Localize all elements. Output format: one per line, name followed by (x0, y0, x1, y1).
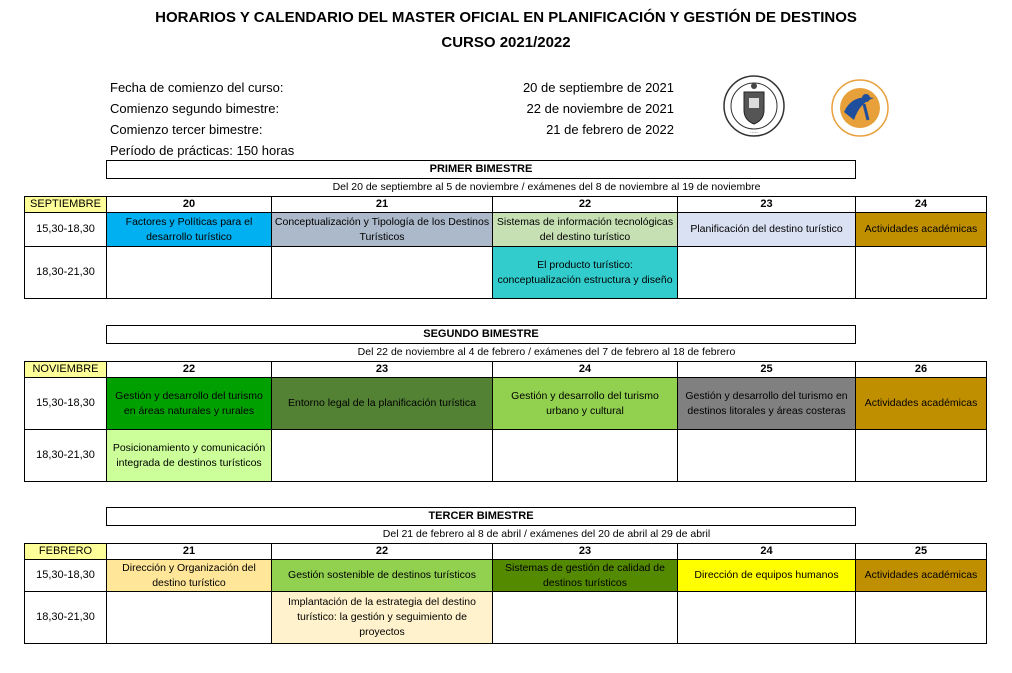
empty-cell (272, 247, 493, 299)
schedule-row (25, 247, 987, 299)
bimester-title: PRIMER BIMESTRE (107, 161, 856, 179)
course-cell: Sistemas de gestión de calidad de destinos turísticos (493, 560, 678, 592)
spacer (856, 326, 987, 344)
start-label: Fecha de comienzo del curso: (110, 80, 284, 95)
bimester-table-3 (24, 507, 987, 644)
course-cell: Actividades académicas (856, 213, 987, 247)
spacer (25, 161, 107, 179)
day-header: 24 (493, 362, 678, 378)
schedule-row (25, 378, 987, 430)
spacer (856, 161, 987, 179)
bimester-title: TERCER BIMESTRE (107, 508, 856, 526)
spacer (25, 344, 107, 362)
spacer (25, 526, 107, 544)
schedule-row (25, 592, 987, 644)
schedule-row (25, 560, 987, 592)
empty-cell (107, 247, 272, 299)
course-cell: Conceptualización y Tipología de los Destinos Turísticos (272, 213, 493, 247)
course-cell: Dirección de equipos humanos (678, 560, 856, 592)
course-cell: Entorno legal de la planificación turística (272, 378, 493, 430)
empty-cell (107, 592, 272, 644)
second-value: 22 de noviembre de 2021 (526, 101, 674, 116)
third-value: 21 de febrero de 2022 (546, 122, 674, 137)
month-label: FEBRERO (25, 544, 107, 560)
day-header: 21 (272, 197, 493, 213)
empty-cell (856, 592, 987, 644)
time-slot: 18,30-21,30 (25, 592, 107, 644)
faculty-logo-icon (830, 78, 890, 138)
empty-cell (856, 247, 987, 299)
day-header: 20 (107, 197, 272, 213)
spacer (856, 508, 987, 526)
spacer (25, 326, 107, 344)
course-cell: Implantación de la estrategia del destino turístico: la gestión y seguimiento de proyectos (272, 592, 493, 644)
spacer (25, 508, 107, 526)
course-cell: Gestión y desarrollo del turismo en áreas naturales y rurales (107, 378, 272, 430)
month-label: SEPTIEMBRE (25, 197, 107, 213)
day-header: 26 (856, 362, 987, 378)
course-cell: Factores y Políticas para el desarrollo turístico (107, 213, 272, 247)
bimester-table-1 (24, 160, 987, 299)
course-cell: Actividades académicas (856, 378, 987, 430)
spacer (25, 179, 107, 197)
bimester-dates: Del 20 de septiembre al 5 de noviembre / exámenes del 8 de noviembre al 19 de noviembre (332, 181, 761, 193)
course-year: CURSO 2021/2022 (441, 34, 571, 51)
course-cell: Gestión y desarrollo del turismo urbano y cultural (493, 378, 678, 430)
practice-label: Período de prácticas: 150 horas (110, 143, 295, 158)
empty-cell (856, 430, 987, 482)
time-slot: 15,30-18,30 (25, 213, 107, 247)
bimester-title: SEGUNDO BIMESTRE (107, 326, 856, 344)
day-header: 23 (678, 197, 856, 213)
time-slot: 15,30-18,30 (25, 378, 107, 430)
svg-text:·····: ····· (750, 130, 758, 136)
day-header: 23 (493, 544, 678, 560)
empty-cell (678, 430, 856, 482)
month-label: NOVIEMBRE (25, 362, 107, 378)
day-header: 22 (107, 362, 272, 378)
third-label: Comienzo tercer bimestre: (110, 122, 263, 137)
bimester-table-2 (24, 325, 987, 482)
empty-cell (678, 592, 856, 644)
page-title: HORARIOS Y CALENDARIO DEL MASTER OFICIAL EN PLANIFICACIÓN Y GESTIÓN DE DESTINOS (155, 9, 857, 26)
empty-cell (493, 592, 678, 644)
day-header: 22 (272, 544, 493, 560)
empty-cell (272, 430, 493, 482)
day-header: 22 (493, 197, 678, 213)
bimester-dates: Del 22 de noviembre al 4 de febrero / exámenes del 7 de febrero al 18 de febrero (357, 346, 736, 358)
course-cell: El producto turístico: conceptualización estructura y diseño (493, 247, 678, 299)
empty-cell (678, 247, 856, 299)
start-value: 20 de septiembre de 2021 (522, 80, 674, 95)
schedule-row (25, 213, 987, 247)
course-cell: Planificación del destino turístico (678, 213, 856, 247)
schedule-row (25, 430, 987, 482)
time-slot: 18,30-21,30 (25, 430, 107, 482)
day-header: 23 (272, 362, 493, 378)
day-header: 24 (856, 197, 987, 213)
course-cell: Posicionamiento y comunicación integrada de destinos turísticos (107, 430, 272, 482)
course-cell: Sistemas de información tecnológicas del destino turístico (493, 213, 678, 247)
course-cell: Dirección y Organización del destino turístico (107, 560, 272, 592)
day-header: 25 (678, 362, 856, 378)
university-seal-icon (722, 74, 786, 138)
second-label: Comienzo segundo bimestre: (110, 101, 280, 116)
day-header: 21 (107, 544, 272, 560)
bimester-dates: Del 21 de febrero al 8 de abril / exámenes del 20 de abril al 29 de abril (382, 528, 711, 540)
course-cell: Actividades académicas (856, 560, 987, 592)
course-cell: Gestión y desarrollo del turismo en destinos litorales y áreas costeras (678, 378, 856, 430)
time-slot: 15,30-18,30 (25, 560, 107, 592)
day-header: 24 (678, 544, 856, 560)
course-cell: Gestión sostenible de destinos turísticos (272, 560, 493, 592)
empty-cell (493, 430, 678, 482)
day-header: 25 (856, 544, 987, 560)
time-slot: 18,30-21,30 (25, 247, 107, 299)
